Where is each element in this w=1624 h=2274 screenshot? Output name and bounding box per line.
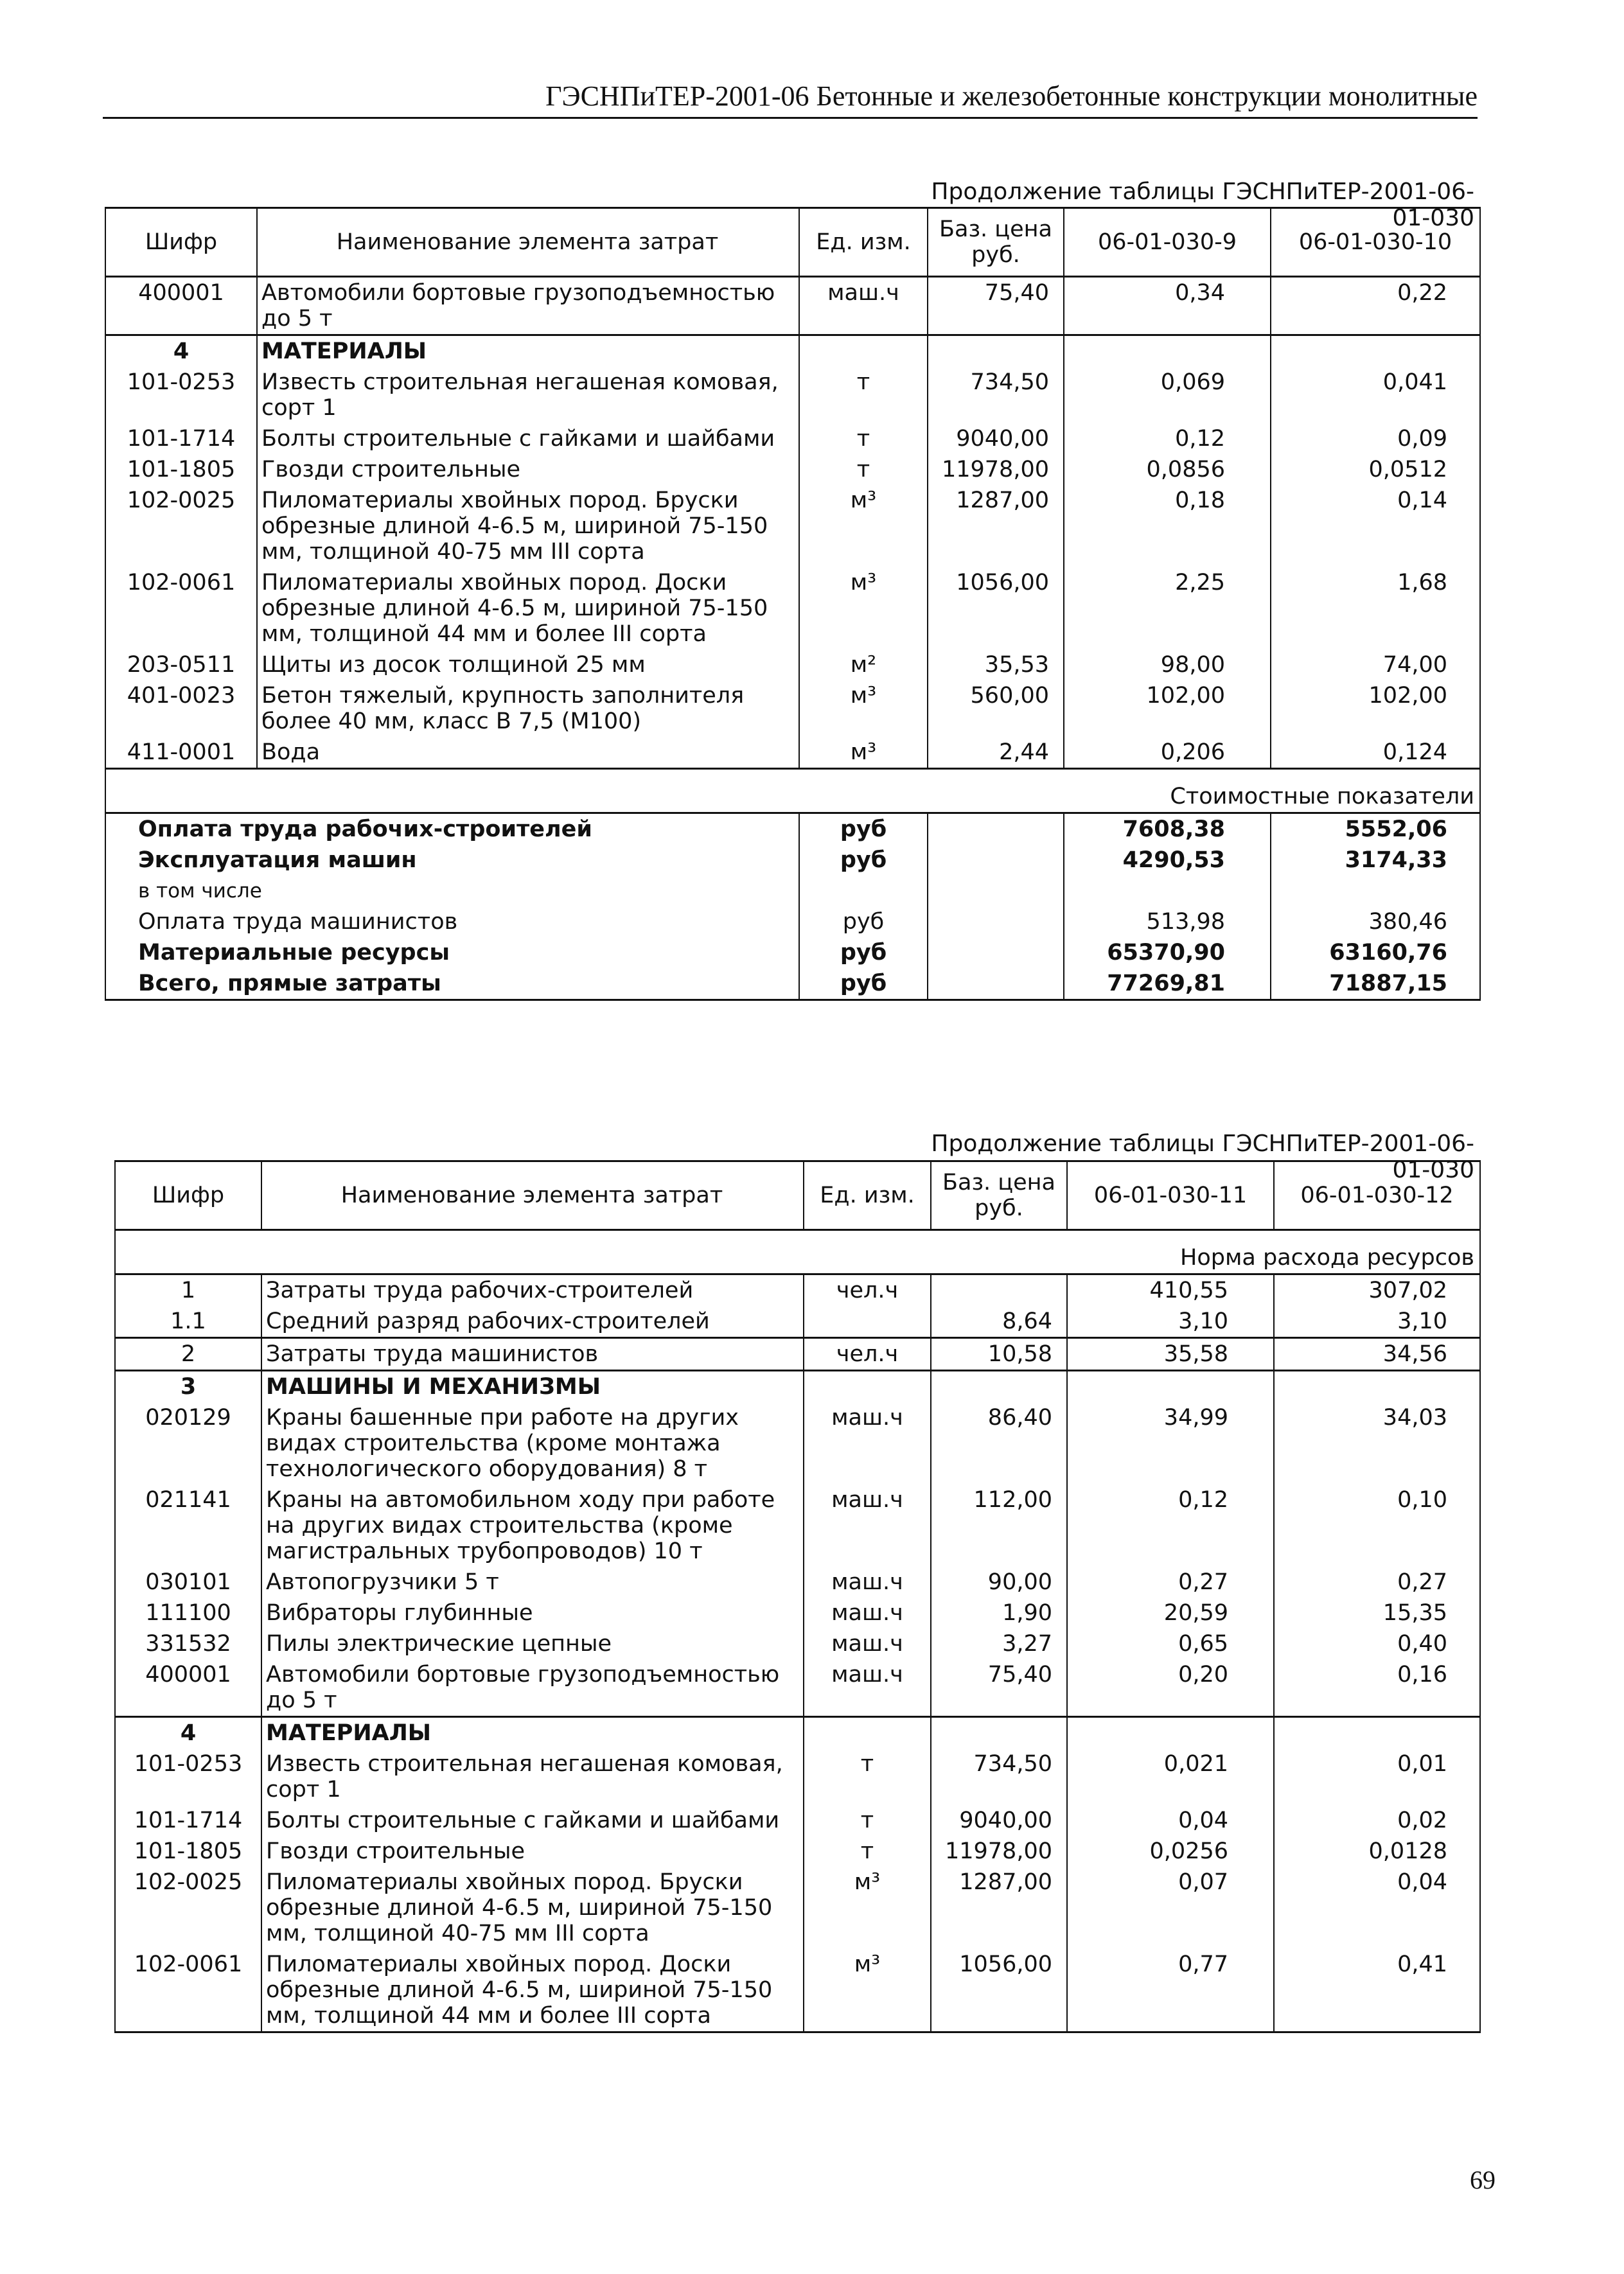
cost-value-b: 5552,06 [1271,813,1480,845]
row-unit: м² [799,649,928,680]
row-name: МАТЕРИАЛЫ [261,1717,804,1749]
row-unit: м³ [799,737,928,769]
row-code: 331532 [115,1628,261,1659]
row-code: 411-0001 [105,737,257,769]
row-unit: маш.ч [804,1485,931,1567]
row-value-a: 0,34 [1064,277,1271,335]
table1 [105,207,1481,1001]
table-row [115,1836,1480,1867]
row-value-a: 0,65 [1067,1628,1274,1659]
row-unit: т [799,423,928,454]
row-name: Гвозди строительные [261,1836,804,1867]
row-code: 111100 [115,1598,261,1628]
table2-header-row [115,1161,1480,1230]
col-name-header: Наименование элемента затрат [257,208,799,277]
table-row [105,567,1480,649]
cost-value-b: 3174,33 [1271,845,1480,876]
table-row [115,1805,1480,1836]
row-price [931,1371,1067,1403]
row-name: Автомобили бортовые грузоподъемностью до 5 т [257,277,799,335]
row-value-b: 0,0512 [1271,454,1480,485]
row-code: 401-0023 [105,680,257,737]
row-name: Щиты из досок толщиной 25 мм [257,649,799,680]
table-row [105,649,1480,680]
table-row [115,1598,1480,1628]
col-price-header: Баз. цена руб. [931,1161,1067,1230]
row-value-a: 0,0256 [1067,1836,1274,1867]
row-name: Средний разряд рабочих-строителей [261,1306,804,1338]
row-name: Краны башенные при работе на других видах строительства (кроме монтажа технологического оборудования) 8 т [261,1402,804,1485]
row-code: 102-0025 [105,485,257,567]
table-row [115,1659,1480,1717]
row-unit: чел.ч [804,1274,931,1307]
row-code: 1.1 [115,1306,261,1338]
row-value-b: 102,00 [1271,680,1480,737]
row-code: 203-0511 [105,649,257,680]
table-row [105,335,1480,367]
row-price: 11978,00 [931,1836,1067,1867]
cost-row [105,937,1480,968]
cost-price [928,876,1064,906]
row-unit: м³ [804,1867,931,1949]
row-price: 1,90 [931,1598,1067,1628]
row-value-a [1067,1717,1274,1749]
table-row [115,1371,1480,1403]
cost-row [105,906,1480,937]
row-value-b: 0,16 [1274,1659,1480,1717]
table-row [115,1306,1480,1338]
row-name: Затраты труда рабочих-строителей [261,1274,804,1307]
cost-unit: руб [799,937,928,968]
row-price: 112,00 [931,1485,1067,1567]
row-value-a: 0,20 [1067,1659,1274,1717]
row-unit: чел.ч [804,1338,931,1371]
table-row [105,367,1480,423]
row-unit [804,1371,931,1403]
row-name: Пиломатериалы хвойных пород. Бруски обрезные длиной 4-6.5 м, шириной 75-150 мм, толщиной 40-75 мм III сорта [257,485,799,567]
row-price: 9040,00 [931,1805,1067,1836]
row-name: Пиломатериалы хвойных пород. Доски обрезные длиной 4-6.5 м, шириной 75-150 мм, толщиной 44 мм и более III сорта [261,1949,804,2032]
row-value-b: 0,01 [1274,1749,1480,1805]
row-value-a: 0,18 [1064,485,1271,567]
row-price: 8,64 [931,1306,1067,1338]
row-price: 1056,00 [928,567,1064,649]
row-name: Бетон тяжелый, крупность заполнителя более 40 мм, класс В 7,5 (М100) [257,680,799,737]
table-row [105,454,1480,485]
cost-price [928,845,1064,876]
row-value-b [1274,1717,1480,1749]
row-price: 1287,00 [928,485,1064,567]
cost-unit [799,876,928,906]
cost-value-a: 4290,53 [1064,845,1271,876]
cost-row [105,813,1480,845]
row-unit: т [799,367,928,423]
row-code: 020129 [115,1402,261,1485]
table-row [105,485,1480,567]
row-unit: м³ [799,680,928,737]
row-value-b: 0,0128 [1274,1836,1480,1867]
row-unit: м³ [799,485,928,567]
cost-label: Всего, прямые затраты [105,968,799,1000]
row-value-b: 0,02 [1274,1805,1480,1836]
row-value-a [1064,335,1271,367]
row-code: 030101 [115,1567,261,1598]
row-unit: т [804,1805,931,1836]
row-unit [799,335,928,367]
row-code: 102-0061 [115,1949,261,2032]
row-value-a: 0,77 [1067,1949,1274,2032]
cost-row [105,876,1480,906]
cost-value-a: 513,98 [1064,906,1271,937]
row-value-b: 15,35 [1274,1598,1480,1628]
row-name: Гвозди строительные [257,454,799,485]
row-name: Пилы электрические цепные [261,1628,804,1659]
row-value-b: 1,68 [1271,567,1480,649]
cost-price [928,937,1064,968]
row-name: МАТЕРИАЛЫ [257,335,799,367]
row-value-b: 34,03 [1274,1402,1480,1485]
row-name: Болты строительные с гайками и шайбами [257,423,799,454]
row-code: 3 [115,1371,261,1403]
row-name: Пиломатериалы хвойных пород. Бруски обрезные длиной 4-6.5 м, шириной 75-150 мм, толщиной 40-75 мм III сорта [261,1867,804,1949]
row-unit: маш.ч [804,1659,931,1717]
table-row [105,737,1480,769]
row-unit: маш.ч [804,1598,931,1628]
cost-value-a: 65370,90 [1064,937,1271,968]
cost-unit: руб [799,845,928,876]
row-name: Краны на автомобильном ходу при работе на других видах строительства (кроме магистральных трубопроводов) 10 т [261,1485,804,1567]
col-name-header: Наименование элемента затрат [261,1161,804,1230]
row-unit: т [804,1749,931,1805]
row-value-b: 0,41 [1274,1949,1480,2032]
row-name: Известь строительная негашеная комовая, сорт 1 [257,367,799,423]
cost-title: Стоимостные показатели [1064,769,1480,813]
row-price: 35,53 [928,649,1064,680]
table1-header-row [105,208,1480,277]
row-price [928,335,1064,367]
row-value-b: 3,10 [1274,1306,1480,1338]
row-code: 400001 [115,1659,261,1717]
cost-label: в том числе [105,876,799,906]
cost-label: Материальные ресурсы [105,937,799,968]
table-row [115,1628,1480,1659]
row-name: МАШИНЫ И МЕХАНИЗМЫ [261,1371,804,1403]
cost-label: Оплата труда рабочих-строителей [105,813,799,845]
row-value-b: 0,14 [1271,485,1480,567]
cost-value-a [1064,876,1271,906]
cost-unit: руб [799,813,928,845]
row-name: Автомобили бортовые грузоподъемностью до 5 т [261,1659,804,1717]
cost-value-a: 77269,81 [1064,968,1271,1000]
row-code: 101-1805 [105,454,257,485]
row-unit: маш.ч [804,1402,931,1485]
row-unit: т [799,454,928,485]
row-value-b: 0,124 [1271,737,1480,769]
row-code: 101-1805 [115,1836,261,1867]
cost-title-spacer [105,769,1064,813]
row-value-a: 102,00 [1064,680,1271,737]
norm-title-spacer [115,1230,1067,1274]
row-code: 021141 [115,1485,261,1567]
cost-row [105,968,1480,1000]
col-code-header: Шифр [115,1161,261,1230]
cost-value-b: 71887,15 [1271,968,1480,1000]
row-value-b: 0,27 [1274,1567,1480,1598]
col-b-header: 06-01-030-10 [1271,208,1480,277]
cost-price [928,906,1064,937]
cost-value-b: 63160,76 [1271,937,1480,968]
row-code: 1 [115,1274,261,1307]
cost-label: Оплата труда машинистов [105,906,799,937]
row-code: 101-1714 [105,423,257,454]
row-price: 10,58 [931,1338,1067,1371]
row-value-b [1271,335,1480,367]
row-value-b: 34,56 [1274,1338,1480,1371]
row-unit: м³ [804,1949,931,2032]
norm-title-row [115,1230,1480,1274]
table-row [105,680,1480,737]
page-number: 69 [1470,2165,1496,2194]
row-code: 102-0025 [115,1867,261,1949]
row-price: 86,40 [931,1402,1067,1485]
row-value-a: 0,12 [1064,423,1271,454]
row-name: Затраты труда машинистов [261,1338,804,1371]
row-value-b: 0,04 [1274,1867,1480,1949]
row-price: 75,40 [931,1659,1067,1717]
row-code: 102-0061 [105,567,257,649]
row-price: 734,50 [928,367,1064,423]
row-price: 9040,00 [928,423,1064,454]
table-row [115,1274,1480,1307]
row-unit: маш.ч [804,1567,931,1598]
row-name: Вибраторы глубинные [261,1598,804,1628]
row-value-b: 0,09 [1271,423,1480,454]
row-value-a [1067,1371,1274,1403]
table2 [114,1160,1481,2033]
row-price: 11978,00 [928,454,1064,485]
row-name: Болты строительные с гайками и шайбами [261,1805,804,1836]
row-unit: т [804,1836,931,1867]
row-value-a: 0,206 [1064,737,1271,769]
row-value-b: 0,041 [1271,367,1480,423]
cost-section-title-row [105,769,1480,813]
cost-price [928,968,1064,1000]
row-value-a: 0,0856 [1064,454,1271,485]
row-price: 3,27 [931,1628,1067,1659]
row-code: 2 [115,1338,261,1371]
row-unit: маш.ч [804,1628,931,1659]
cost-unit: руб [799,906,928,937]
row-value-a: 0,12 [1067,1485,1274,1567]
col-a-header: 06-01-030-9 [1064,208,1271,277]
row-value-a: 3,10 [1067,1306,1274,1338]
row-name: Известь строительная негашеная комовая, сорт 1 [261,1749,804,1805]
row-value-b: 0,40 [1274,1628,1480,1659]
row-code: 101-1714 [115,1805,261,1836]
row-unit: м³ [799,567,928,649]
cost-price [928,813,1064,845]
page-header: ГЭСНПиТЕР-2001-06 Бетонные и железобетонные конструкции монолитные [103,76,1478,119]
table2-caption: Продолжение таблицы ГЭСНПиТЕР-2001-06-01-030 [931,1131,1474,1183]
col-price-header: Баз. цена руб. [928,208,1064,277]
row-price: 90,00 [931,1567,1067,1598]
table1-caption: Продолжение таблицы ГЭСНПиТЕР-2001-06-01-030 [931,179,1474,231]
table-row [105,277,1480,335]
table-row [115,1749,1480,1805]
row-code: 4 [115,1717,261,1749]
row-price: 734,50 [931,1749,1067,1805]
cost-value-b [1271,876,1480,906]
col-b-header: 06-01-030-12 [1274,1161,1480,1230]
row-value-a: 2,25 [1064,567,1271,649]
row-code: 400001 [105,277,257,335]
col-code-header: Шифр [105,208,257,277]
row-value-a: 0,069 [1064,367,1271,423]
table-row [115,1338,1480,1371]
row-value-a: 0,04 [1067,1805,1274,1836]
row-value-a: 98,00 [1064,649,1271,680]
row-price: 2,44 [928,737,1064,769]
row-value-a: 20,59 [1067,1598,1274,1628]
table-row [115,1867,1480,1949]
col-unit-header: Ед. изм. [804,1161,931,1230]
row-value-b: 74,00 [1271,649,1480,680]
row-value-a: 34,99 [1067,1402,1274,1485]
table-row [105,423,1480,454]
cost-unit: руб [799,968,928,1000]
row-code: 101-0253 [115,1749,261,1805]
table-row [115,1567,1480,1598]
cost-label: Эксплуатация машин [105,845,799,876]
row-price: 1056,00 [931,1949,1067,2032]
row-name: Пиломатериалы хвойных пород. Доски обрезные длиной 4-6.5 м, шириной 75-150 мм, толщиной 44 мм и более III сорта [257,567,799,649]
row-value-b [1274,1371,1480,1403]
row-name: Автопогрузчики 5 т [261,1567,804,1598]
row-value-a: 0,021 [1067,1749,1274,1805]
table-row [115,1717,1480,1749]
col-unit-header: Ед. изм. [799,208,928,277]
row-value-a: 35,58 [1067,1338,1274,1371]
row-price [931,1717,1067,1749]
table-row [115,1949,1480,2032]
row-value-b: 307,02 [1274,1274,1480,1307]
table-row [115,1485,1480,1567]
norm-title: Норма расхода ресурсов [1067,1230,1480,1274]
row-code: 101-0253 [105,367,257,423]
row-unit: маш.ч [799,277,928,335]
row-price: 1287,00 [931,1867,1067,1949]
cost-value-b: 380,46 [1271,906,1480,937]
table-row [115,1402,1480,1485]
row-name: Вода [257,737,799,769]
row-code: 4 [105,335,257,367]
cost-row [105,845,1480,876]
row-price: 560,00 [928,680,1064,737]
cost-value-a: 7608,38 [1064,813,1271,845]
row-value-b: 0,22 [1271,277,1480,335]
col-a-header: 06-01-030-11 [1067,1161,1274,1230]
row-value-a: 0,07 [1067,1867,1274,1949]
row-value-a: 410,55 [1067,1274,1274,1307]
row-value-a: 0,27 [1067,1567,1274,1598]
row-unit [804,1306,931,1338]
row-value-b: 0,10 [1274,1485,1480,1567]
row-price: 75,40 [928,277,1064,335]
row-price [931,1274,1067,1307]
row-unit [804,1717,931,1749]
